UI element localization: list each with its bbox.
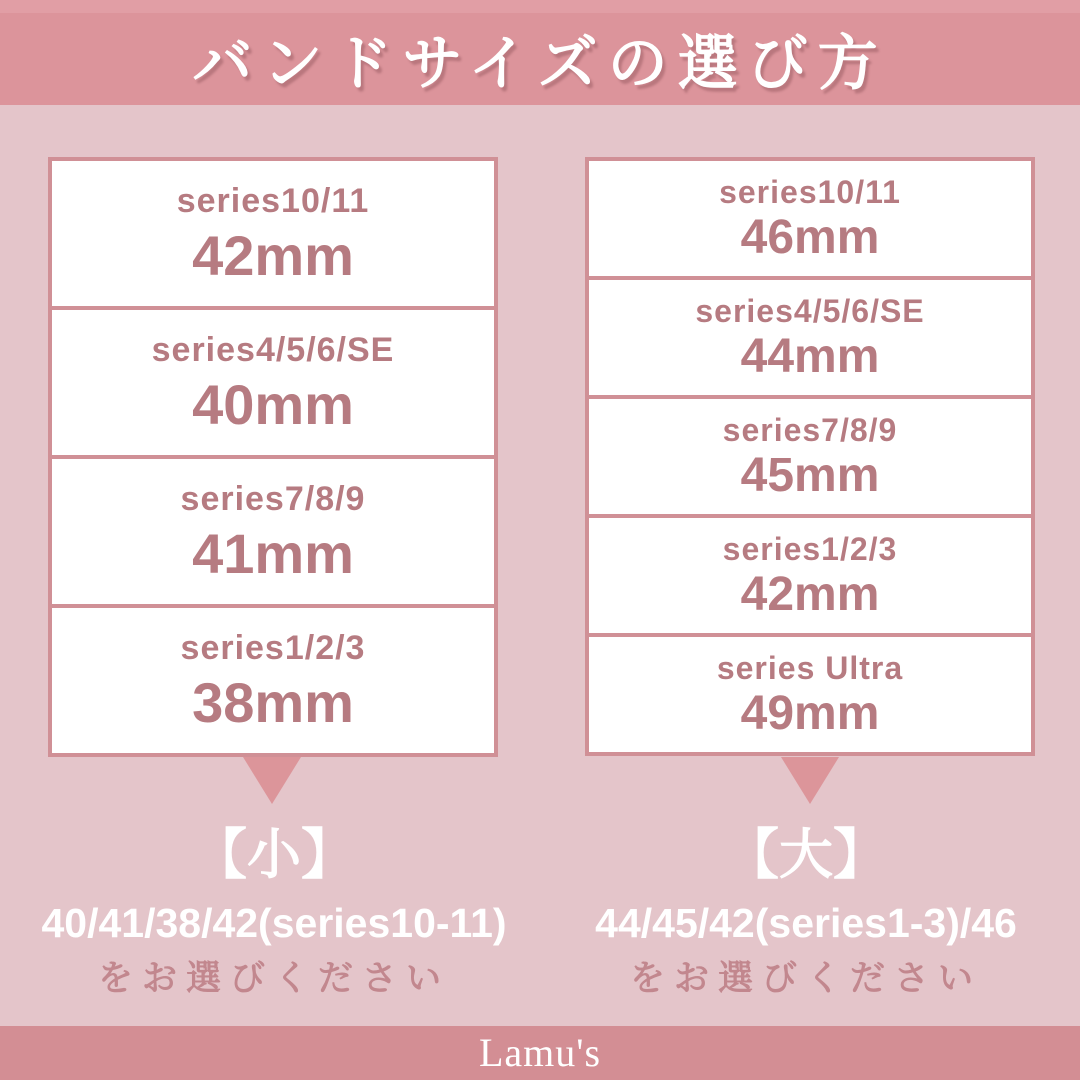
size-value: 42mm: [740, 567, 880, 621]
series-label: series4/5/6/SE: [151, 330, 395, 369]
series-label: series4/5/6/SE: [695, 292, 925, 329]
series-label: series7/8/9: [180, 479, 366, 518]
size-value: 45mm: [740, 448, 880, 502]
size-value: 49mm: [740, 686, 880, 740]
size-row: [48, 455, 498, 608]
down-arrow-icon: [781, 757, 839, 804]
size-row: [48, 157, 498, 310]
size-row: [585, 514, 1035, 637]
choice-label-large: 【大】: [725, 825, 887, 885]
series-label: series1/2/3: [180, 628, 366, 667]
choice-label-small: 【小】: [193, 825, 355, 885]
choice-block-small: [8, 826, 540, 999]
header-banner: [0, 0, 1080, 105]
size-row: [48, 604, 498, 757]
size-table-small: [48, 157, 498, 757]
size-value: 44mm: [740, 329, 880, 383]
size-value: 46mm: [740, 210, 880, 264]
footer-bar: [0, 1026, 1080, 1080]
series-label: series1/2/3: [722, 530, 898, 567]
size-row: [585, 157, 1035, 280]
size-value: 42mm: [192, 223, 354, 287]
brand-logo: Lamu's: [478, 1030, 602, 1075]
size-value: 38mm: [192, 670, 354, 734]
header-top-strip: [0, 0, 1080, 13]
size-table-large: [585, 157, 1035, 756]
page-title: バンドサイズの選び方: [192, 30, 888, 97]
series-label: series10/11: [176, 181, 370, 220]
choice-instruction-large: をお選びください: [629, 959, 982, 999]
choice-sizes-large: 44/45/42(series1-3)/46: [595, 900, 1017, 947]
size-row: [585, 395, 1035, 518]
size-row: [585, 276, 1035, 399]
series-label: series7/8/9: [722, 411, 898, 448]
choice-block-large: [540, 826, 1072, 999]
series-label: series10/11: [719, 173, 901, 210]
choice-sizes-small: 40/41/38/42(series10-11): [41, 900, 507, 947]
size-value: 40mm: [192, 372, 354, 436]
size-row: [48, 306, 498, 459]
size-value: 41mm: [192, 521, 354, 585]
choice-instruction-small: をお選びください: [97, 959, 450, 999]
series-label: series Ultra: [716, 649, 904, 686]
down-arrow-icon: [243, 757, 301, 804]
size-row: [585, 633, 1035, 756]
